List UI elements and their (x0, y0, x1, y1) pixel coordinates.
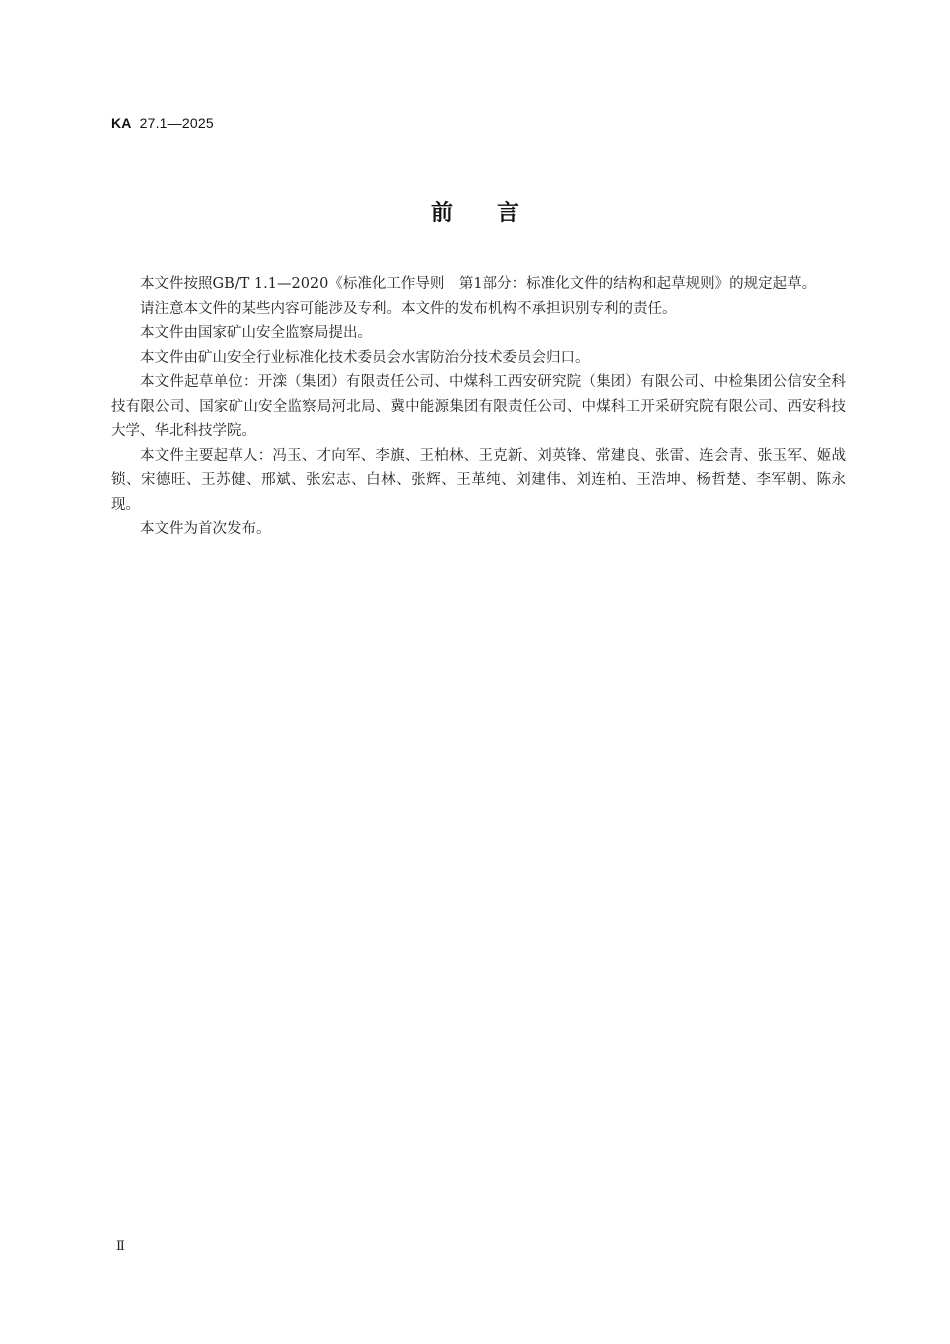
page-number: Ⅱ (116, 1239, 125, 1254)
paragraph-main-drafters: 本文件主要起草人：冯玉、才向军、李旗、王柏林、王克新、刘英锋、常建良、张雷、连会青、张玉军、姬战锁、宋德旺、王苏健、邢斌、张宏志、白林、张辉、王革纯、刘建伟、刘连柏、王浩坤、杨哲楚、李军朝、陈永现。 (111, 447, 846, 513)
page-title: 前言 (430, 201, 563, 226)
document-code-prefix: KA (111, 115, 132, 131)
paragraph-drafting-units: 本文件起草单位：开滦（集团）有限责任公司、中煤科工西安研究院（集团）有限公司、中检集团公信安全科技有限公司、国家矿山安全监察局河北局、冀中能源集团有限责任公司、中煤科工开采研究院有限公司、西安科技大学、华北科技学院。 (111, 374, 846, 439)
document-code-number: 27.1—2025 (139, 115, 214, 131)
paragraph-patent-notice: 请注意本文件的某些内容可能涉及专利。本文件的发布机构不承担识别专利的责任。 (140, 300, 677, 317)
foreword-body (111, 272, 846, 542)
paragraph-drafting-rules: 本文件按照GB/T 1.1—2020《标准化工作导则 第1部分：标准化文件的结构和起草规则》的规定起草。 (140, 276, 817, 292)
document-code (111, 115, 214, 131)
paragraph-first-release: 本文件为首次发布。 (140, 521, 271, 537)
paragraph-proposer: 本文件由国家矿山安全监察局提出。 (140, 325, 372, 341)
paragraph-centralized-management: 本文件由矿山安全行业标准化技术委员会水害防治分技术委员会归口。 (140, 349, 590, 366)
